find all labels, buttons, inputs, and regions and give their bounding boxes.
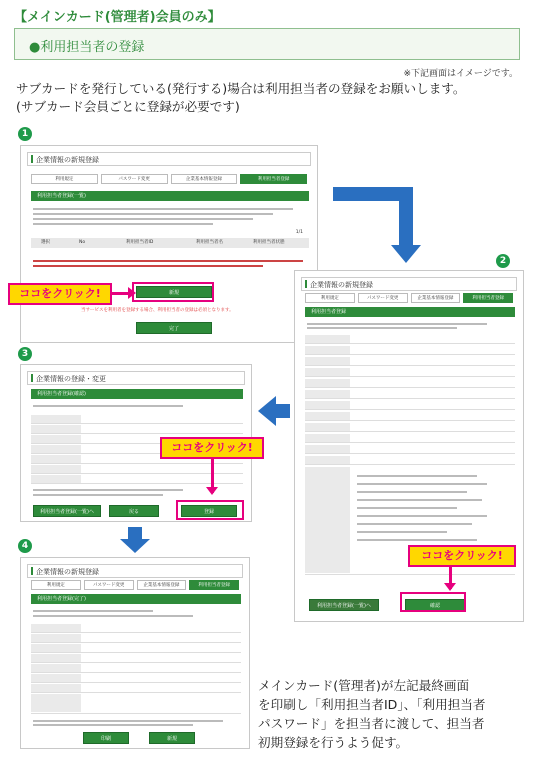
- section-title: 【メインカード(管理者)会員のみ】: [14, 10, 221, 25]
- step-2-badge: 2: [496, 254, 510, 268]
- crumb-3: 企業基本情報登録: [171, 174, 238, 184]
- click-arrowhead-3: [206, 487, 218, 495]
- screen-2-back-button[interactable]: 利用担当者登録(一覧)へ: [309, 599, 379, 611]
- image-note: ※下記画面はイメージです。: [403, 69, 518, 79]
- screen-4-print-button[interactable]: 印刷: [83, 732, 129, 744]
- bottom-line-3: パスワード」を担当者に渡して、担当者: [258, 716, 485, 731]
- subtitle-box: [14, 28, 520, 60]
- screen-3-register-button[interactable]: 登録: [181, 505, 237, 517]
- lead-line-1: サブカードを発行している(発行する)場合は利用担当者の登録をお願いします。: [16, 81, 466, 96]
- flow-arrow-1-vertical: [399, 187, 413, 247]
- screen-1-section: 利用担当者登録(一覧): [31, 191, 309, 201]
- lead-line-2: (サブカード会員ごとに登録が必要です): [16, 99, 240, 114]
- crumb-2: パスワード変更: [101, 174, 168, 184]
- click-here-badge-2: ココをクリック!: [408, 545, 516, 567]
- screen-4-section: 利用担当者登録(完了): [31, 594, 241, 604]
- screen-1-title: 企業情報の新規登録: [27, 152, 311, 166]
- screen-3-list-button[interactable]: 利用担当者登録(一覧)へ: [33, 505, 101, 517]
- bottom-explanation: [258, 676, 528, 752]
- flow-arrow-3: [128, 527, 142, 539]
- click-arrowhead-2: [444, 583, 456, 591]
- lead-text: [16, 80, 522, 116]
- screen-1-table-header: 選択 No 利用担当者ID 利用担当者名 利用担当者状態: [31, 238, 309, 248]
- screen-1-page: 1/1: [295, 230, 303, 235]
- crumb-1: 利用規定: [31, 174, 98, 184]
- crumb-4: 利用担当者登録: [240, 174, 307, 184]
- screen-2-breadcrumb: 利用規定 パスワード変更 企業基本情報登録 利用担当者登録: [305, 293, 513, 303]
- flow-arrowhead-3: [120, 539, 150, 553]
- screen-4-title: 企業情報の新規登録: [27, 564, 243, 578]
- flow-arrow-2: [274, 404, 290, 418]
- click-here-badge-1: ココをクリック!: [8, 283, 112, 305]
- screen-2-title: 企業情報の新規登録: [301, 277, 517, 291]
- screen-4: [20, 557, 250, 749]
- step-1-badge: 1: [18, 127, 32, 141]
- screen-2: [294, 270, 524, 622]
- screen-4-breadcrumb: 利用規定 パスワード変更 企業基本情報登録 利用担当者登録: [31, 580, 239, 590]
- flow-arrowhead-2: [258, 396, 276, 426]
- highlight-new-button: [132, 282, 214, 302]
- screen-3-back-button[interactable]: 戻る: [109, 505, 159, 517]
- screen-1-complete-button[interactable]: 完了: [136, 322, 212, 334]
- screen-2-confirm-button[interactable]: 確認: [405, 599, 465, 611]
- screen-2-section: 利用担当者登録: [305, 307, 515, 317]
- highlight-register-button: [176, 500, 244, 520]
- screen-1-red-note: 当サービスを利用者を登録する場合、利用担当者の登録は必須となります。: [81, 308, 234, 313]
- click-here-badge-3: ココをクリック!: [160, 437, 264, 459]
- bottom-line-2: を印刷し「利用担当者ID」、「利用担当者: [258, 697, 486, 712]
- screen-3-title: 企業情報の登録・変更: [27, 371, 245, 385]
- bottom-line-1: メインカード(管理者)が左記最終画面: [258, 678, 470, 693]
- highlight-confirm-button: [400, 592, 466, 612]
- step-4-badge: 4: [18, 539, 32, 553]
- step-3-badge: 3: [18, 347, 32, 361]
- screen-1: [20, 145, 318, 343]
- flow-arrowhead-1: [391, 245, 421, 263]
- screen-4-new-button[interactable]: 新規: [149, 732, 195, 744]
- screen-1-breadcrumb: [31, 174, 307, 184]
- bottom-line-4: 初期登録を行うよう促す。: [258, 735, 409, 750]
- subtitle-text: ●利用担当者の登録: [29, 40, 145, 55]
- screen-3-section: 利用担当者登録(確認): [31, 389, 243, 399]
- screen-1-new-button[interactable]: 新規: [136, 286, 212, 298]
